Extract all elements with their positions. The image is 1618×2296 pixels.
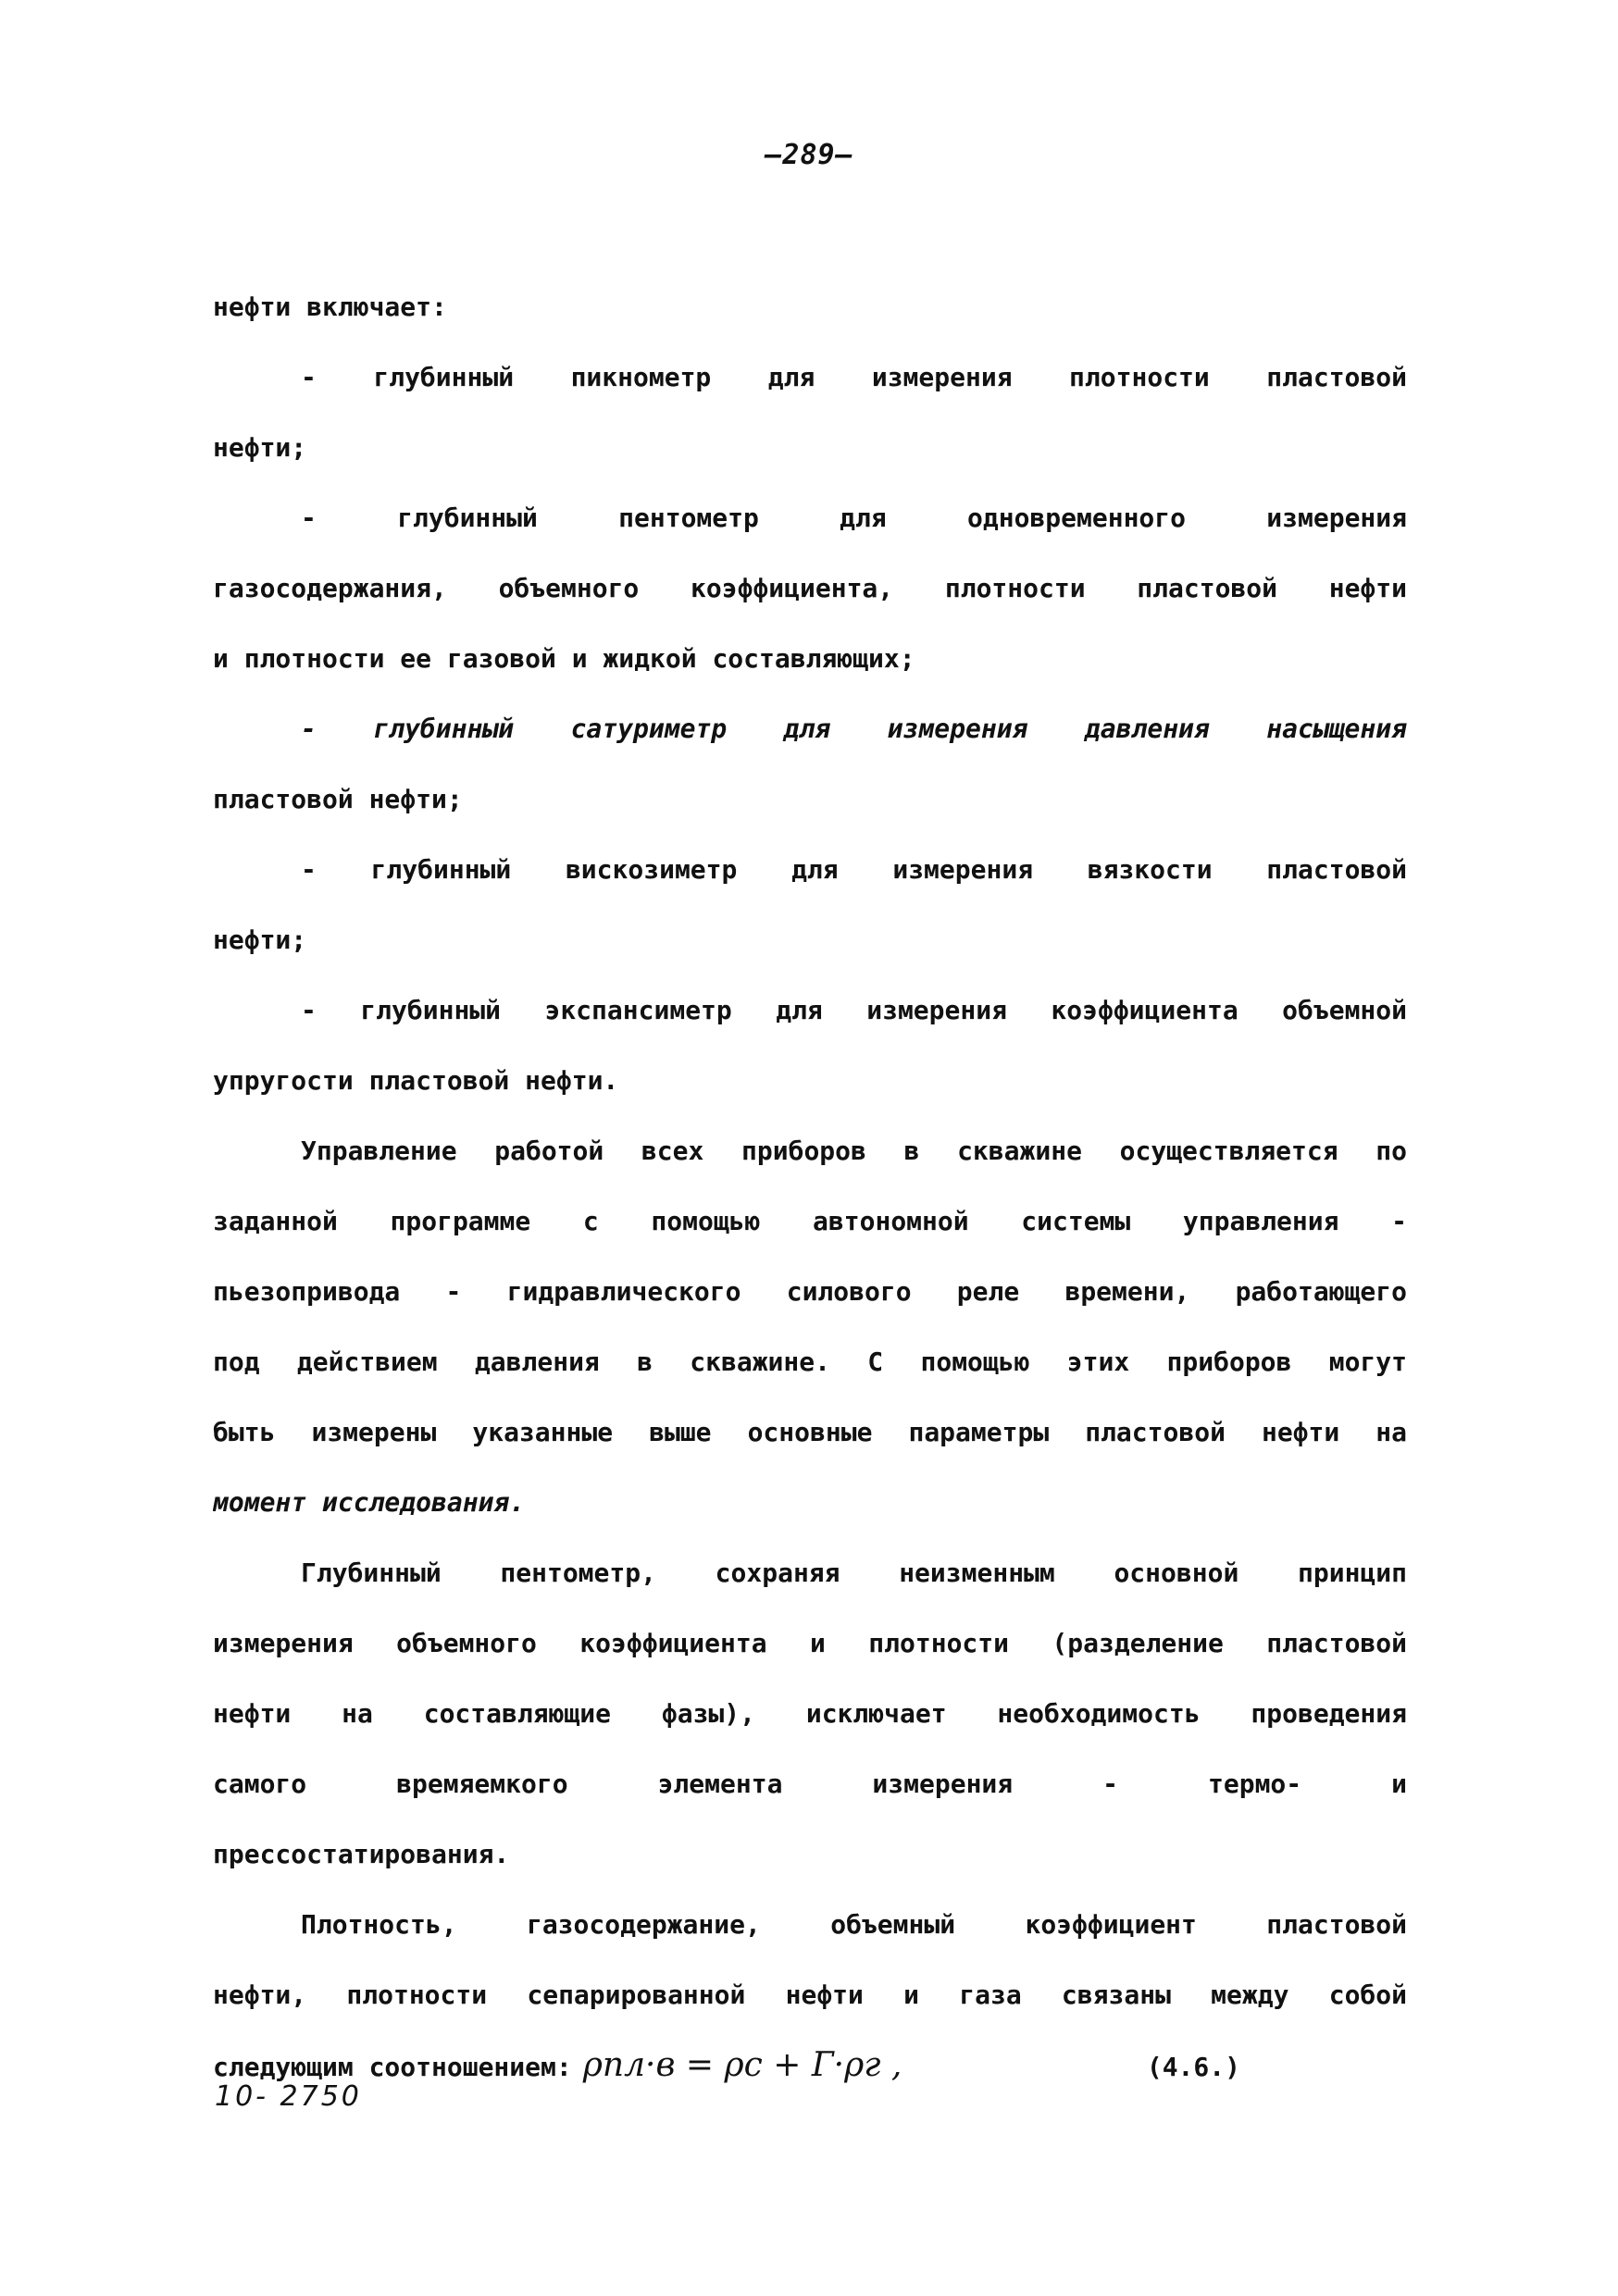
text-line: под действием давления в скважине. С помощью этих приборов могут	[213, 1347, 1407, 1377]
text-line: нефти, плотности сепарированной нефти и газа связаны между собой	[213, 1980, 1407, 2010]
text-line: заданной программе с помощью автономной системы управления -	[213, 1206, 1407, 1236]
paragraph-density-start: Плотность, газосодержание, объемный коэффициент пластовой	[301, 1909, 1407, 1940]
text-line: нефти;	[213, 925, 307, 955]
text-line: нефти включает:	[213, 292, 447, 322]
list-item-pycnometer: - глубинный пикнометр для измерения плотности пластовой	[301, 362, 1407, 392]
text-line: момент исследования.	[213, 1487, 526, 1518]
footer-code: 10- 2750	[215, 2080, 362, 2113]
text-line: и плотности ее газовой и жидкой составляющих;	[213, 643, 915, 674]
paragraph-control-start: Управление работой всех приборов в скважине осуществляется по	[301, 1136, 1407, 1166]
list-item-pentometer: - глубинный пентометр для одновременного измерения	[301, 503, 1407, 533]
formula-line	[213, 2030, 1407, 2101]
text-line: нефти;	[213, 432, 307, 463]
list-item-viscosimeter: - глубинный вискозиметр для измерения вязкости пластовой	[301, 854, 1407, 885]
text-line: измерения объемного коэффициента и плотности (разделение пластовой	[213, 1628, 1407, 1658]
text-line: пьезопривода - гидравлического силового реле времени, работающего	[213, 1276, 1407, 1307]
text-line: упругости пластовой нефти.	[213, 1065, 619, 1096]
list-item-saturimeter: - глубинный сатуриметр для измерения давления насыщения	[301, 714, 1407, 744]
formula-lead-text: следующим соотношением:	[213, 2052, 572, 2082]
body-text	[213, 272, 1407, 2101]
text-line: пластовой нефти;	[213, 784, 463, 814]
formula: ρпл·в = ρс + Г·ρг ,	[582, 2046, 902, 2084]
text-line: быть измерены указанные выше основные параметры пластовой нефти на	[213, 1417, 1407, 1447]
list-item-expansimeter: - глубинный экспансиметр для измерения коэффициента объемной	[301, 995, 1407, 1025]
text-line: прессостатирования.	[213, 1839, 510, 1869]
text-line: самого времяемкого элемента измерения - термо- и	[213, 1769, 1407, 1799]
equation-number: (4.6.)	[1146, 2052, 1240, 2082]
paragraph-pentometer-start: Глубинный пентометр, сохраняя неизменным основной принцип	[301, 1558, 1407, 1588]
page-number: —289—	[765, 139, 853, 171]
text-line: нефти на составляющие фазы), исключает необходимость проведения	[213, 1698, 1407, 1729]
text-line: газосодержания, объемного коэффициента, плотности пластовой нефти	[213, 573, 1407, 603]
